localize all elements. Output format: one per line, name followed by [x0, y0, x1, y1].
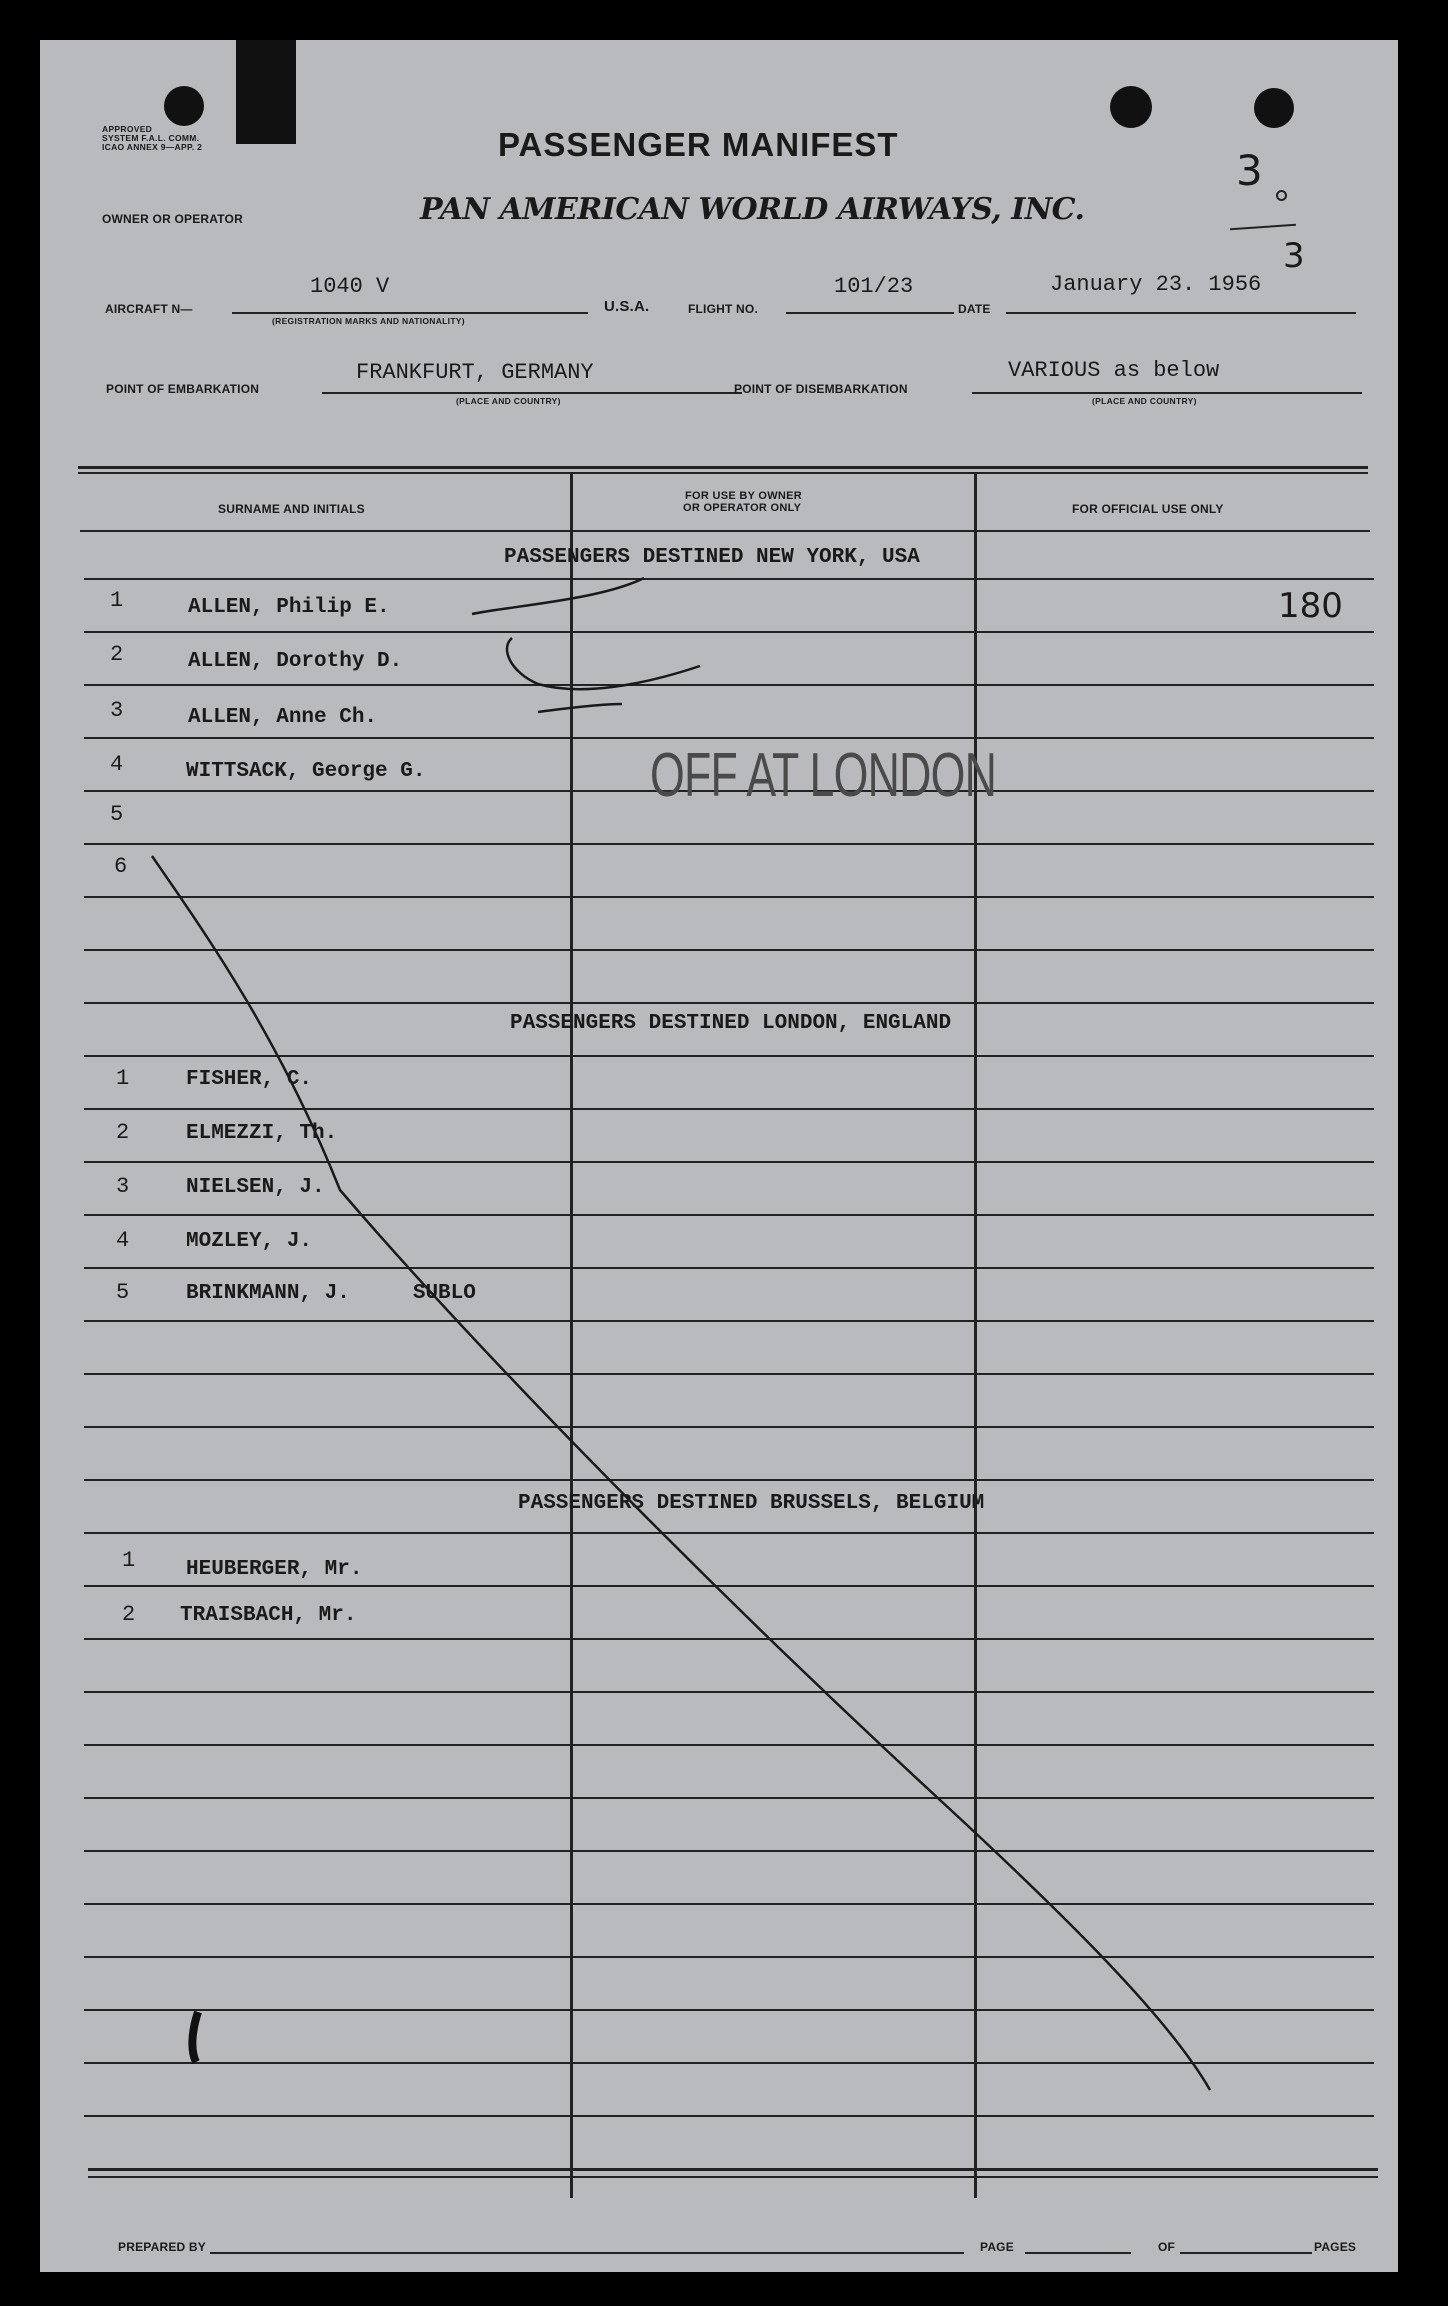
manifest-sheet	[40, 40, 1398, 2272]
section-heading-brussels: PASSENGERS DESTINED BRUSSELS, BELGIUM	[518, 1492, 985, 1515]
approval-line-2: SYSTEM F.A.L. COMM.	[102, 133, 200, 143]
passenger-name: ELMEZZI, Th.	[186, 1122, 338, 1145]
passenger-name: ALLEN, Dorothy D.	[188, 650, 403, 673]
page-fraction-top: 3	[1236, 146, 1263, 195]
diagonal-cancel-line	[152, 856, 1210, 2090]
official-number: 180	[1278, 586, 1343, 626]
row-number: 6	[114, 854, 128, 879]
page-fraction-bottom: 3	[1283, 236, 1305, 276]
row-number: 2	[110, 642, 124, 667]
company-name: PAN AMERICAN WORLD AIRWAYS, INC.	[420, 192, 1085, 227]
date-label: DATE	[958, 302, 991, 316]
row-number: 3	[110, 698, 124, 723]
row-number: 2	[122, 1602, 136, 1627]
row-number: 5	[110, 802, 124, 827]
page-label: PAGE	[980, 2240, 1014, 2254]
section-heading-london: PASSENGERS DESTINED LONDON, ENGLAND	[510, 1012, 952, 1035]
date-value: January 23. 1956	[1050, 272, 1262, 297]
passenger-name: MOZLEY, J.	[186, 1230, 313, 1253]
aircraft-label: AIRCRAFT N—	[105, 302, 193, 316]
approval-line-3: ICAO ANNEX 9—APP. 2	[102, 142, 203, 152]
passenger-name: BRINKMANN, J. SUBLO	[186, 1282, 476, 1305]
row-number: 4	[110, 752, 124, 777]
row-number: 1	[116, 1066, 130, 1091]
off-at-london-stamp: OFF AT LONDON	[650, 741, 997, 810]
col-owner-header-2: OR OPERATOR ONLY	[683, 502, 802, 514]
flight-label: FLIGHT NO.	[688, 302, 758, 316]
row-number: 1	[110, 588, 124, 613]
usa-label: U.S.A.	[604, 298, 650, 315]
of-label: OF	[1158, 2240, 1176, 2254]
col-surname-header: SURNAME AND INITIALS	[218, 502, 365, 516]
section-heading-new-york: PASSENGERS DESTINED NEW YORK, USA	[504, 546, 920, 569]
check-mark-stroke	[507, 638, 700, 689]
pages-label: PAGES	[1314, 2240, 1357, 2254]
row-number: 5	[116, 1280, 130, 1305]
prepared-by-label: PREPARED BY	[118, 2240, 206, 2254]
passenger-name: TRAISBACH, Mr.	[180, 1604, 357, 1627]
passenger-name: NIELSEN, J.	[186, 1176, 325, 1199]
passenger-name: ALLEN, Anne Ch.	[188, 706, 378, 729]
passenger-name: ALLEN, Philip E.	[188, 596, 390, 619]
embarkation-label: POINT OF EMBARKATION	[106, 382, 260, 396]
row-number: 4	[116, 1228, 130, 1253]
disembarkation-label: POINT OF DISEMBARKATION	[734, 382, 908, 396]
disembarkation-value: VARIOUS as below	[1008, 358, 1220, 383]
embarkation-value: FRANKFURT, GERMANY	[356, 360, 594, 385]
passenger-name: HEUBERGER, Mr.	[186, 1558, 363, 1581]
aircraft-value: 1040 V	[310, 274, 390, 299]
disembarkation-caption: (PLACE AND COUNTRY)	[1092, 396, 1197, 406]
registration-caption: (REGISTRATION MARKS AND NATIONALITY)	[272, 316, 465, 326]
passenger-name: WITTSACK, George G.	[186, 760, 426, 783]
check-mark-stroke	[472, 578, 644, 614]
ink-mark	[192, 2012, 198, 2062]
owner-label: OWNER OR OPERATOR	[102, 212, 243, 226]
row-number: 1	[122, 1548, 136, 1573]
col-owner-header-1: FOR USE BY OWNER	[685, 490, 803, 502]
passenger-name: FISHER, C.	[186, 1068, 313, 1091]
page-title: PASSENGER MANIFEST	[498, 126, 899, 163]
embarkation-caption: (PLACE AND COUNTRY)	[456, 396, 561, 406]
col-official-header: FOR OFFICIAL USE ONLY	[1072, 502, 1224, 516]
flight-value: 101/23	[834, 274, 914, 299]
row-number: 2	[116, 1120, 130, 1145]
row-number: 3	[116, 1174, 130, 1199]
handwriting-overlay	[40, 40, 1398, 2272]
check-mark-stroke	[538, 704, 622, 712]
approval-line-1: APPROVED	[102, 124, 153, 134]
